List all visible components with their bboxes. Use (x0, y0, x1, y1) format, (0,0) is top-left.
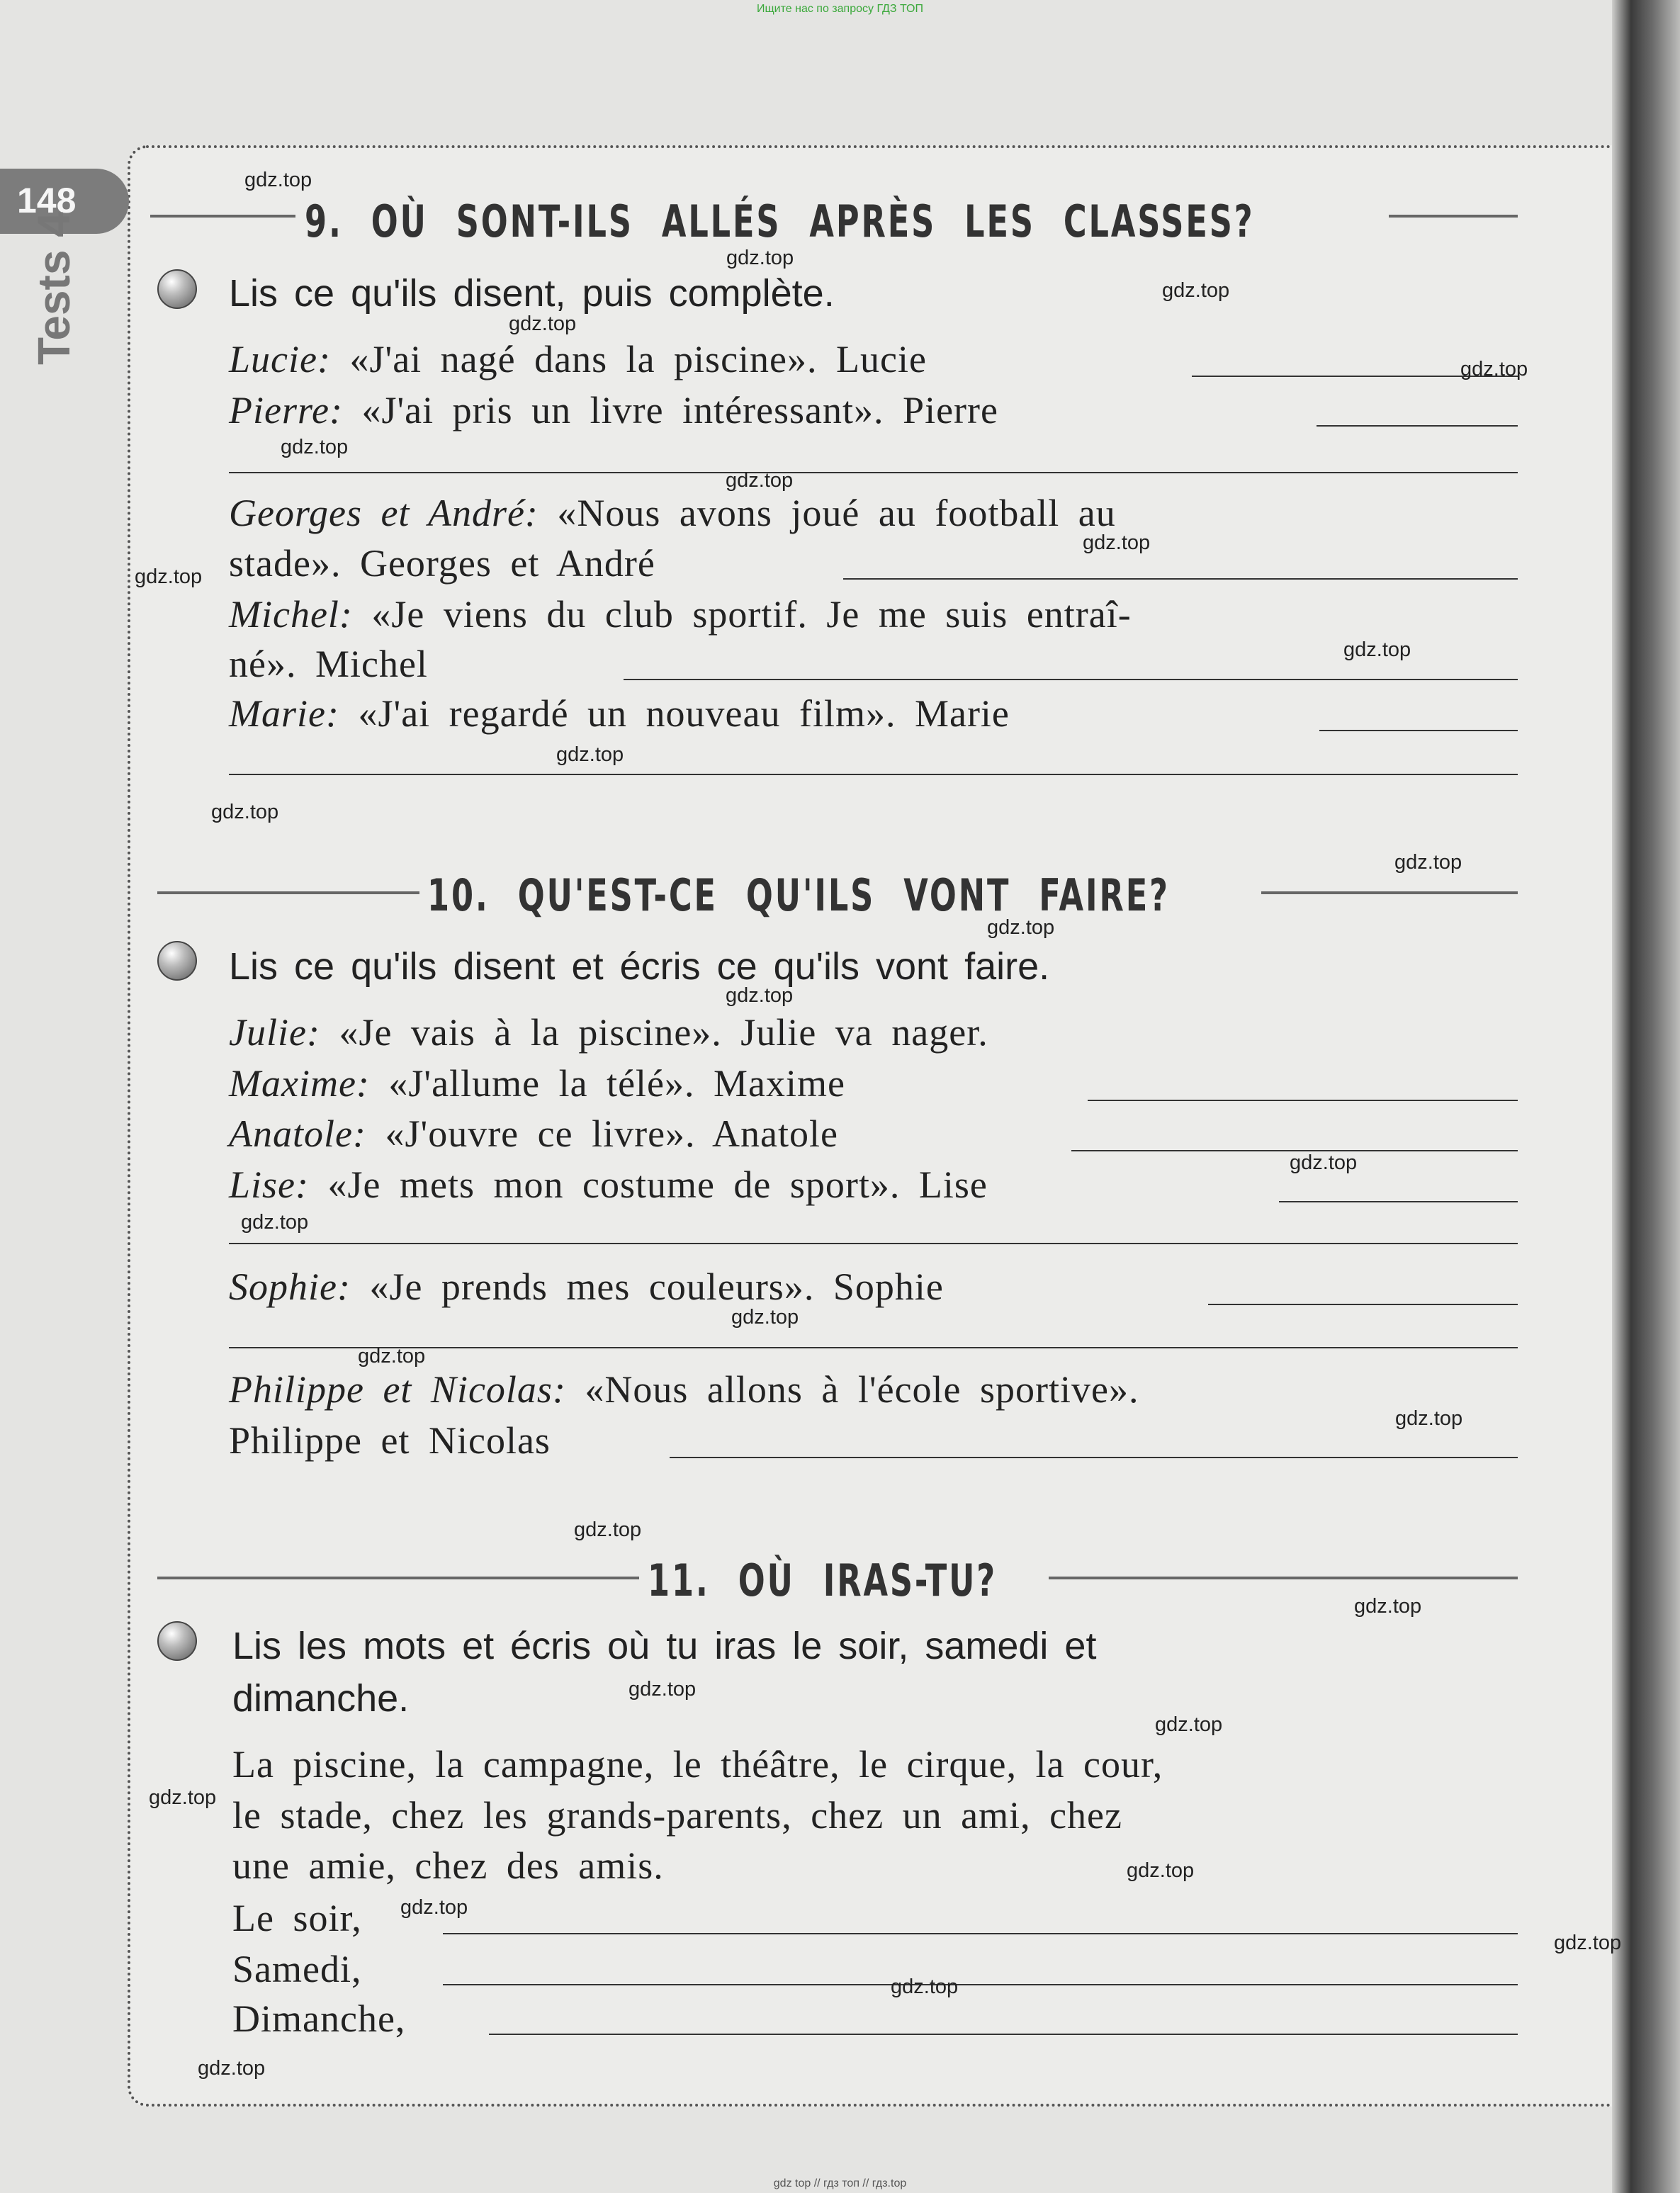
side-label: Tests 4 (28, 212, 79, 365)
watermark: gdz.top (241, 1211, 309, 1234)
answer-line[interactable] (1088, 1100, 1518, 1101)
answer-line[interactable] (843, 578, 1518, 580)
section-11-instruction-line-1: Lis les mots et écris où tu iras le soir, samedi et (232, 1625, 1097, 1667)
top-banner: Ищите нас по запросу ГДЗ ТОП (757, 3, 923, 15)
section-9-heading: 9. OÙ SONT-ILS ALLÉS APRÈS LES CLASSES? (305, 196, 1255, 247)
heading-rule-left (150, 215, 295, 218)
watermark: gdz.top (1395, 1407, 1463, 1430)
watermark: gdz.top (731, 1306, 799, 1329)
prompt-le-soir: Le soir, (232, 1897, 362, 1939)
watermark: gdz.top (556, 743, 624, 766)
watermark: gdz.top (574, 1518, 642, 1541)
answer-line[interactable] (229, 774, 1518, 775)
section-11-instruction-line-2: dimanche. (232, 1677, 410, 1720)
watermark: gdz.top (198, 2057, 266, 2080)
exercise-line-georges: Georges et André: «Nous avons joué au football au (229, 492, 1116, 534)
exercise-line-maxime: Maxime: «J'allume la télé». Maxime (229, 1062, 845, 1105)
answer-line[interactable] (229, 1243, 1518, 1244)
heading-rule-right (1389, 215, 1518, 218)
exercise-line-lucie: Lucie: «J'ai nagé dans la piscine». Lucie (229, 338, 927, 380)
section-9-instruction: Lis ce qu'ils disent, puis complète. (229, 272, 835, 315)
watermark: gdz.top (987, 916, 1055, 939)
watermark: gdz.top (1354, 1595, 1422, 1618)
answer-line[interactable] (489, 2034, 1518, 2035)
heading-rule-left (157, 891, 419, 894)
exercise-line-anatole: Anatole: «J'ouvre ce livre». Anatole (229, 1112, 838, 1155)
watermark: gdz.top (891, 1975, 959, 1998)
exercise-line-michel: Michel: «Je viens du club sportif. Je me suis entraî- (229, 593, 1132, 636)
bottom-banner: gdz top // гдз топ // гдз.top (773, 2177, 907, 2189)
watermark: gdz.top (244, 169, 312, 191)
exercise-line-philippe: Philippe et Nicolas: «Nous allons à l'école sportive». (229, 1368, 1139, 1411)
watermark: gdz.top (726, 247, 794, 269)
exercise-line-michel-cont: né». Michel (229, 643, 428, 685)
page-binding-shadow (1612, 0, 1680, 2193)
bullet-icon (157, 269, 197, 309)
prompt-samedi: Samedi, (232, 1948, 362, 1990)
watermark: gdz.top (1460, 358, 1528, 380)
heading-rule-right (1049, 1577, 1518, 1579)
watermark: gdz.top (149, 1786, 217, 1809)
word-list-line-2: le stade, chez les grands-parents, chez un ami, chez (232, 1794, 1122, 1837)
answer-line[interactable] (670, 1457, 1518, 1458)
exercise-line-marie: Marie: «J'ai regardé un nouveau film». Marie (229, 692, 1010, 735)
answer-line[interactable] (624, 679, 1518, 680)
prompt-dimanche: Dimanche, (232, 1997, 406, 2040)
watermark: gdz.top (211, 801, 279, 823)
word-list-line-1: La piscine, la campagne, le théâtre, le cirque, la cour, (232, 1743, 1163, 1786)
exercise-line-georges-cont: stade». Georges et André (229, 542, 655, 585)
watermark: gdz.top (135, 565, 203, 588)
watermark: gdz.top (1554, 1932, 1622, 1954)
exercise-line-philippe-cont: Philippe et Nicolas (229, 1419, 551, 1462)
exercise-line-lise: Lise: «Je mets mon costume de sport». Lise (229, 1163, 988, 1206)
answer-line[interactable] (1319, 730, 1518, 731)
answer-line[interactable] (1208, 1304, 1518, 1305)
section-11-heading: 11. OÙ IRAS-TU? (648, 1555, 998, 1606)
watermark: gdz.top (1343, 638, 1411, 661)
exercise-line-julie: Julie: «Je vais à la piscine». Julie va nager. (229, 1011, 988, 1054)
exercise-line-pierre: Pierre: «J'ai pris un livre intéressant». Pierre (229, 389, 998, 432)
exercise-line-sophie: Sophie: «Je prends mes couleurs». Sophie (229, 1265, 944, 1308)
watermark: gdz.top (1155, 1713, 1223, 1736)
section-10-heading: 10. QU'EST-CE QU'ILS VONT FAIRE? (427, 869, 1170, 921)
answer-line[interactable] (229, 472, 1518, 473)
watermark: gdz.top (628, 1678, 697, 1701)
watermark: gdz.top (1162, 279, 1230, 302)
watermark: gdz.top (726, 984, 794, 1007)
answer-line[interactable] (443, 1984, 1518, 1985)
watermark: gdz.top (1127, 1859, 1195, 1882)
page-number: 148 (17, 181, 77, 220)
answer-line[interactable] (1317, 425, 1518, 427)
watermark: gdz.top (1394, 851, 1462, 874)
answer-line[interactable] (443, 1933, 1518, 1934)
watermark: gdz.top (358, 1345, 426, 1368)
watermark: gdz.top (509, 312, 577, 335)
watermark: gdz.top (726, 469, 794, 492)
heading-rule-left (157, 1577, 639, 1579)
watermark: gdz.top (400, 1896, 468, 1919)
word-list-line-3: une amie, chez des amis. (232, 1844, 664, 1887)
watermark: gdz.top (1083, 531, 1151, 554)
bullet-icon (157, 941, 197, 981)
answer-line[interactable] (1279, 1201, 1518, 1202)
heading-rule-right (1261, 891, 1518, 894)
watermark: gdz.top (281, 436, 349, 458)
section-10-instruction: Lis ce qu'ils disent et écris ce qu'ils vont faire. (229, 945, 1050, 988)
watermark: gdz.top (1290, 1151, 1358, 1174)
bullet-icon (157, 1621, 197, 1661)
